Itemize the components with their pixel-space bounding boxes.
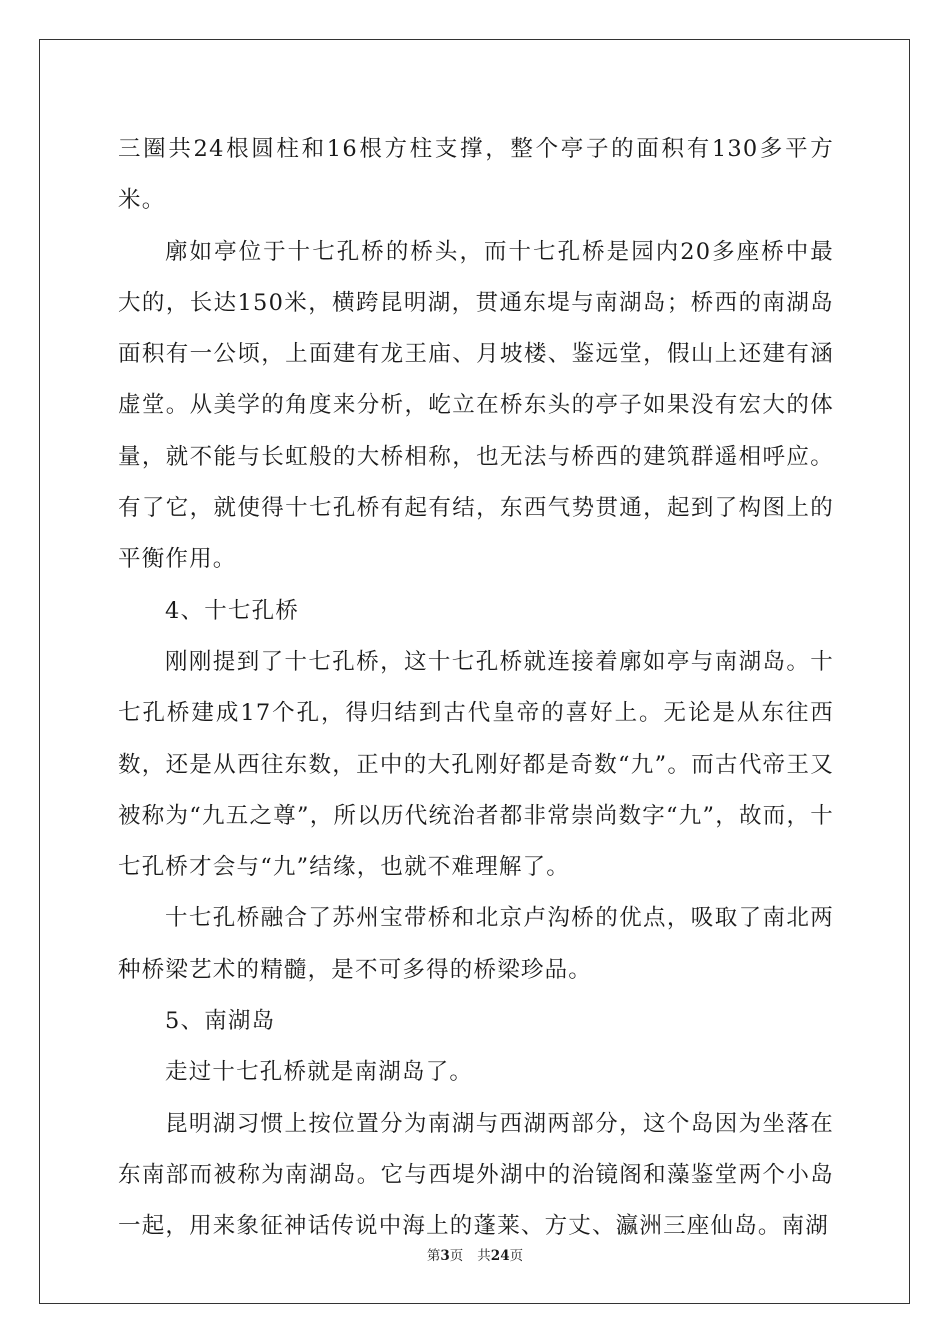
section-heading-seventeen-arch-bridge: 4、十七孔桥 <box>165 597 300 624</box>
footer-page-suffix: 页 <box>449 1248 464 1264</box>
section-heading-south-lake-island: 5、南湖岛 <box>165 1008 276 1035</box>
page-footer <box>0 1246 950 1266</box>
paragraph-kuoru-pavilion: 廓如亭位于十七孔桥的桥头，而十七孔桥是园内20多座桥中最大的，长达150米，横跨昆明湖，贯通东堤与南湖岛；桥西的南湖岛面积有一公顷，上面建有龙王庙、月坡楼、鉴远堂，假山上还建有涵虚堂。从美学的角度来分析，屹立在桥东头的亭子如果没有宏大的体量，就不能与长虹般的大桥相称，也无法与桥西的建筑群遥相呼应。有了它，就使得十七孔桥有起有结，东西气势贯通，起到了构图上的平衡作用。 <box>118 238 834 573</box>
footer-page-number: 3 <box>440 1248 450 1264</box>
paragraph-bridge-merits: 十七孔桥融合了苏州宝带桥和北京卢沟桥的优点，吸取了南北两种桥梁艺术的精髓，是不可多得的桥梁珍品。 <box>118 905 834 983</box>
paragraph-island-description: 昆明湖习惯上按位置分为南湖与西湖两部分，这个岛因为坐落在东南部而被称为南湖岛。它与西堤外湖中的治镜阁和藻鉴堂两个小岛一起，用来象征神话传说中海上的蓬莱、方丈、瀛洲三座仙岛。南湖 <box>118 1110 834 1240</box>
footer-total-pages: 24 <box>490 1248 510 1264</box>
paragraph-island-intro: 走过十七孔桥就是南湖岛了。 <box>165 1059 474 1086</box>
paragraph-bridge-arches: 刚刚提到了十七孔桥，这十七孔桥就连接着廓如亭与南湖岛。十七孔桥建成17个孔，得归结到古代皇帝的喜好上。无论是从东往西数，还是从西往东数，正中的大孔刚好都是奇数“九”。而古代帝王又被称为“九五之尊”，所以历代统治者都非常崇尚数字“九”，故而，十七孔桥才会与“九”结缘，也就不难理解了。 <box>118 648 834 881</box>
paragraph-continuation: 三圈共24根圆柱和16根方柱支撑，整个亭子的面积有130多平方米。 <box>118 136 834 214</box>
footer-total-suffix: 页 <box>509 1248 524 1264</box>
document-body <box>118 124 834 1253</box>
footer-page-prefix: 第 <box>426 1248 441 1264</box>
footer-total-prefix: 共 <box>477 1248 491 1264</box>
